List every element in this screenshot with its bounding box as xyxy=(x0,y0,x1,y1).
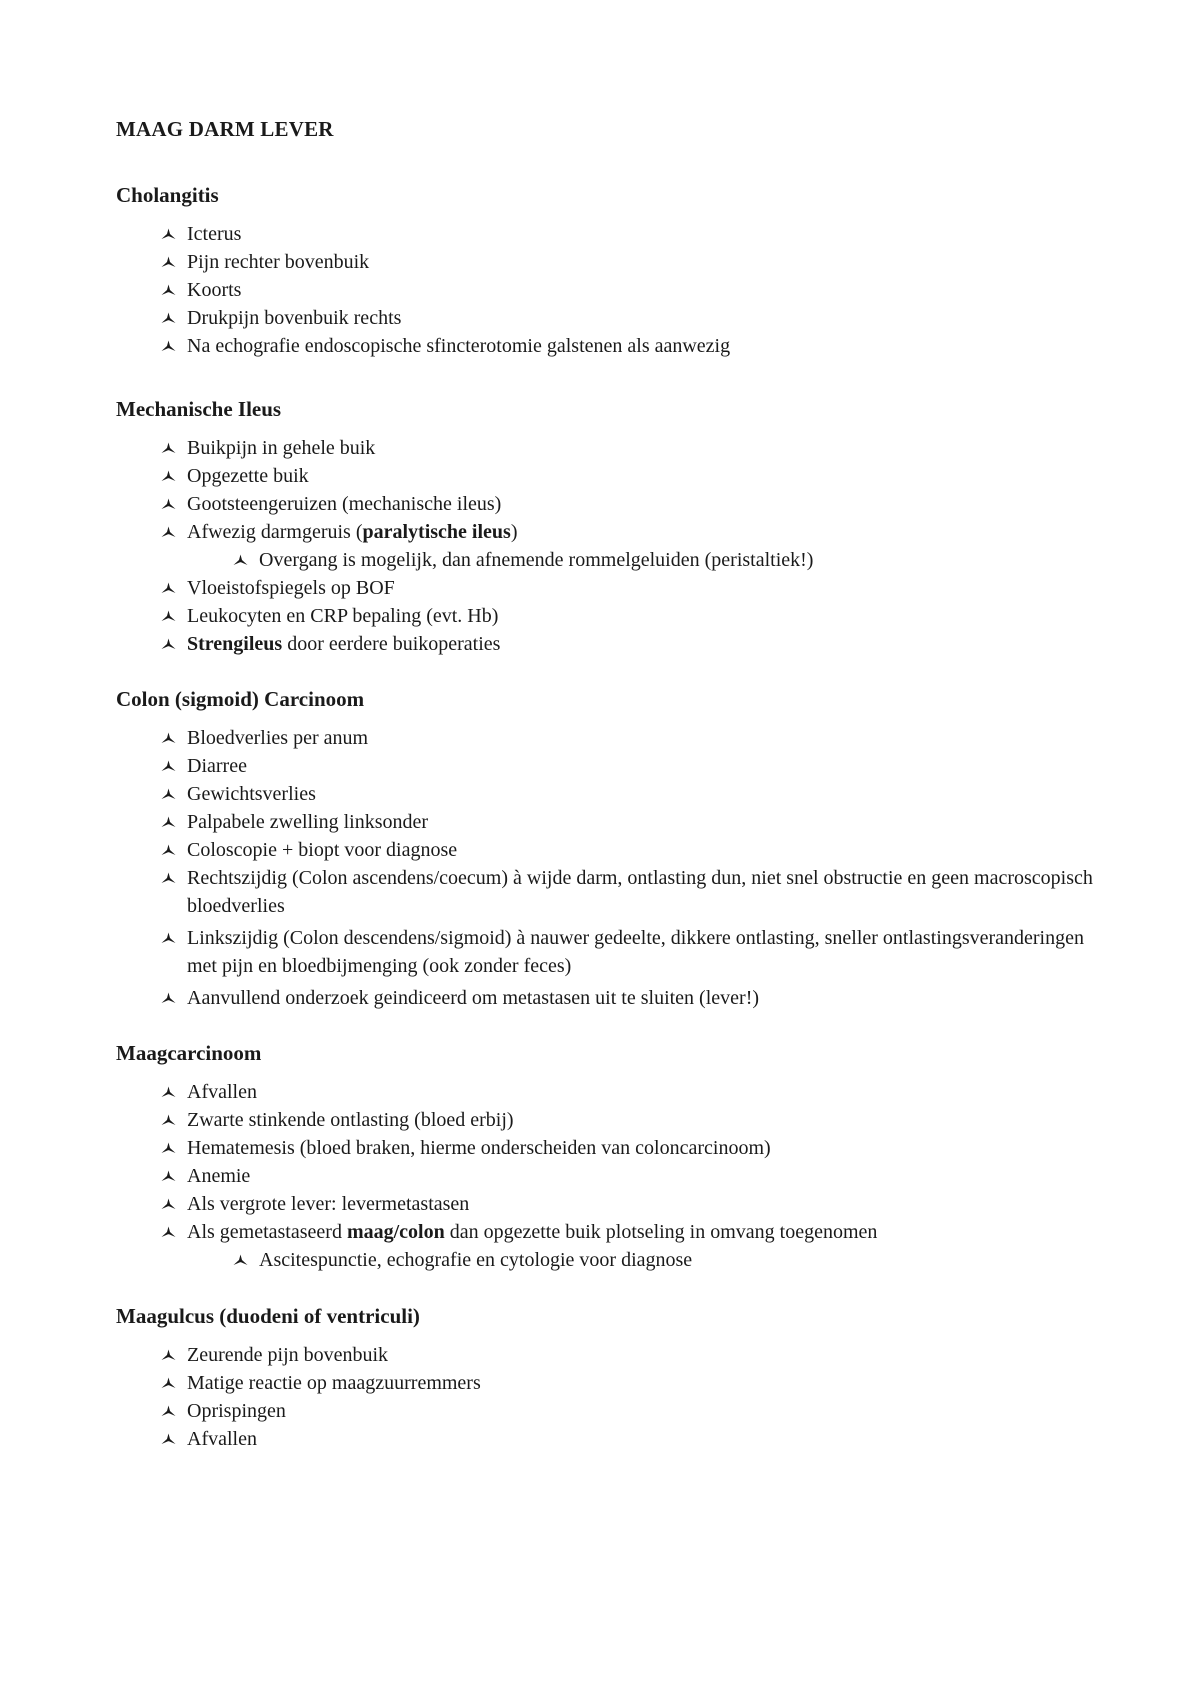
section-heading: Maagcarcinoom xyxy=(116,1041,262,1065)
section-heading: Maagulcus (duodeni of ventriculi) xyxy=(116,1304,420,1328)
section-heading: Mechanische Ileus xyxy=(116,397,282,421)
section-mechanische-ileus xyxy=(116,396,1116,658)
arrow-tri-bullet-icon xyxy=(161,574,177,602)
arrow-tri-bullet-icon xyxy=(233,546,249,574)
list-item: Aanvullend onderzoek geindiceerd om metastasen uit te sluiten (lever!) xyxy=(116,984,1116,1012)
list-item: Diarree xyxy=(116,752,1116,780)
list-item: Gewichtsverlies xyxy=(116,780,1116,808)
arrow-tri-bullet-icon xyxy=(161,490,177,518)
bullet-list xyxy=(116,1341,1116,1453)
arrow-tri-bullet-icon xyxy=(161,304,177,332)
list-item: Icterus xyxy=(116,220,1116,248)
arrow-tri-bullet-icon xyxy=(161,1162,177,1190)
arrow-tri-bullet-icon xyxy=(161,1397,177,1425)
list-item: Coloscopie + biopt voor diagnose xyxy=(116,836,1116,864)
arrow-tri-bullet-icon xyxy=(233,1246,249,1274)
list-item: Hematemesis (bloed braken, hierme onderscheiden van coloncarcinoom) xyxy=(116,1134,1116,1162)
section-colon-carcinoom xyxy=(116,686,1116,1012)
section-maagcarcinoom xyxy=(116,1040,1116,1274)
list-item: Afvallen xyxy=(116,1425,1116,1453)
list-item: Opgezette buik xyxy=(116,462,1116,490)
arrow-tri-bullet-icon xyxy=(161,630,177,658)
list-item: Matige reactie op maagzuurremmers xyxy=(116,1369,1116,1397)
list-item-sub: Overgang is mogelijk, dan afnemende rommelgeluiden (peristaltiek!) xyxy=(116,546,1116,574)
list-item: Leukocyten en CRP bepaling (evt. Hb) xyxy=(116,602,1116,630)
list-item: Afvallen xyxy=(116,1078,1116,1106)
list-item-sub: Ascitespunctie, echografie en cytologie voor diagnose xyxy=(116,1246,1116,1274)
list-item: Zeurende pijn bovenbuik xyxy=(116,1341,1116,1369)
arrow-tri-bullet-icon xyxy=(161,1078,177,1106)
arrow-tri-bullet-icon xyxy=(161,1425,177,1453)
arrow-tri-bullet-icon xyxy=(161,248,177,276)
list-item: Als vergrote lever: levermetastasen xyxy=(116,1190,1116,1218)
arrow-tri-bullet-icon xyxy=(161,752,177,780)
arrow-tri-bullet-icon xyxy=(161,864,177,892)
arrow-tri-bullet-icon xyxy=(161,724,177,752)
arrow-tri-bullet-icon xyxy=(161,332,177,360)
arrow-tri-bullet-icon xyxy=(161,1369,177,1397)
list-item: Buikpijn in gehele buik xyxy=(116,434,1116,462)
arrow-tri-bullet-icon xyxy=(161,1218,177,1246)
arrow-tri-bullet-icon xyxy=(161,1341,177,1369)
arrow-tri-bullet-icon xyxy=(161,220,177,248)
list-item: Oprispingen xyxy=(116,1397,1116,1425)
arrow-tri-bullet-icon xyxy=(161,924,177,952)
arrow-tri-bullet-icon xyxy=(161,602,177,630)
arrow-tri-bullet-icon xyxy=(161,1134,177,1162)
arrow-tri-bullet-icon xyxy=(161,1106,177,1134)
section-cholangitis xyxy=(116,182,1116,360)
arrow-tri-bullet-icon xyxy=(161,276,177,304)
arrow-tri-bullet-icon xyxy=(161,462,177,490)
list-item: Anemie xyxy=(116,1162,1116,1190)
arrow-tri-bullet-icon xyxy=(161,518,177,546)
list-item: Als gemetastaseerd maag/colon dan opgezette buik plotseling in omvang toegenomen xyxy=(116,1218,1116,1246)
list-item: Na echografie endoscopische sfincterotomie galstenen als aanwezig xyxy=(116,332,1116,360)
section-maagulcus xyxy=(116,1303,1116,1453)
list-item: Pijn rechter bovenbuik xyxy=(116,248,1116,276)
page-title: MAAG DARM LEVER xyxy=(116,117,334,141)
bullet-list xyxy=(116,724,1116,1012)
bullet-list xyxy=(116,434,1116,658)
arrow-tri-bullet-icon xyxy=(161,780,177,808)
section-heading: Cholangitis xyxy=(116,183,219,207)
bullet-list xyxy=(116,1078,1116,1274)
bold-term: maag/colon xyxy=(346,1221,445,1243)
list-item: Gootsteengeruizen (mechanische ileus) xyxy=(116,490,1116,518)
arrow-tri-bullet-icon xyxy=(161,836,177,864)
arrow-tri-bullet-icon xyxy=(161,1190,177,1218)
arrow-tri-bullet-icon xyxy=(161,808,177,836)
arrow-tri-bullet-icon xyxy=(161,984,177,1012)
list-item: Rechtszijdig (Colon ascendens/coecum) à wijde darm, ontlasting dun, niet snel obstructie en geen macroscopisch bloedverlies xyxy=(116,864,1116,920)
list-item: Koorts xyxy=(116,276,1116,304)
bold-term: paralytische ileus xyxy=(362,521,511,543)
list-item: Afwezig darmgeruis (paralytische ileus) xyxy=(116,518,1116,546)
arrow-tri-bullet-icon xyxy=(161,434,177,462)
bullet-list xyxy=(116,220,1116,360)
bold-term: Strengileus xyxy=(187,633,283,655)
list-item: Linkszijdig (Colon descendens/sigmoid) à nauwer gedeelte, dikkere ontlasting, sneller ontlastingsveranderingen met pijn en bloedbijmenging (ook zonder feces) xyxy=(116,924,1116,980)
list-item: Drukpijn bovenbuik rechts xyxy=(116,304,1116,332)
section-heading: Colon (sigmoid) Carcinoom xyxy=(116,687,365,711)
list-item: Strengileus door eerdere buikoperaties xyxy=(116,630,1116,658)
list-item: Bloedverlies per anum xyxy=(116,724,1116,752)
list-item: Zwarte stinkende ontlasting (bloed erbij) xyxy=(116,1106,1116,1134)
list-item: Palpabele zwelling linksonder xyxy=(116,808,1116,836)
list-item: Vloeistofspiegels op BOF xyxy=(116,574,1116,602)
